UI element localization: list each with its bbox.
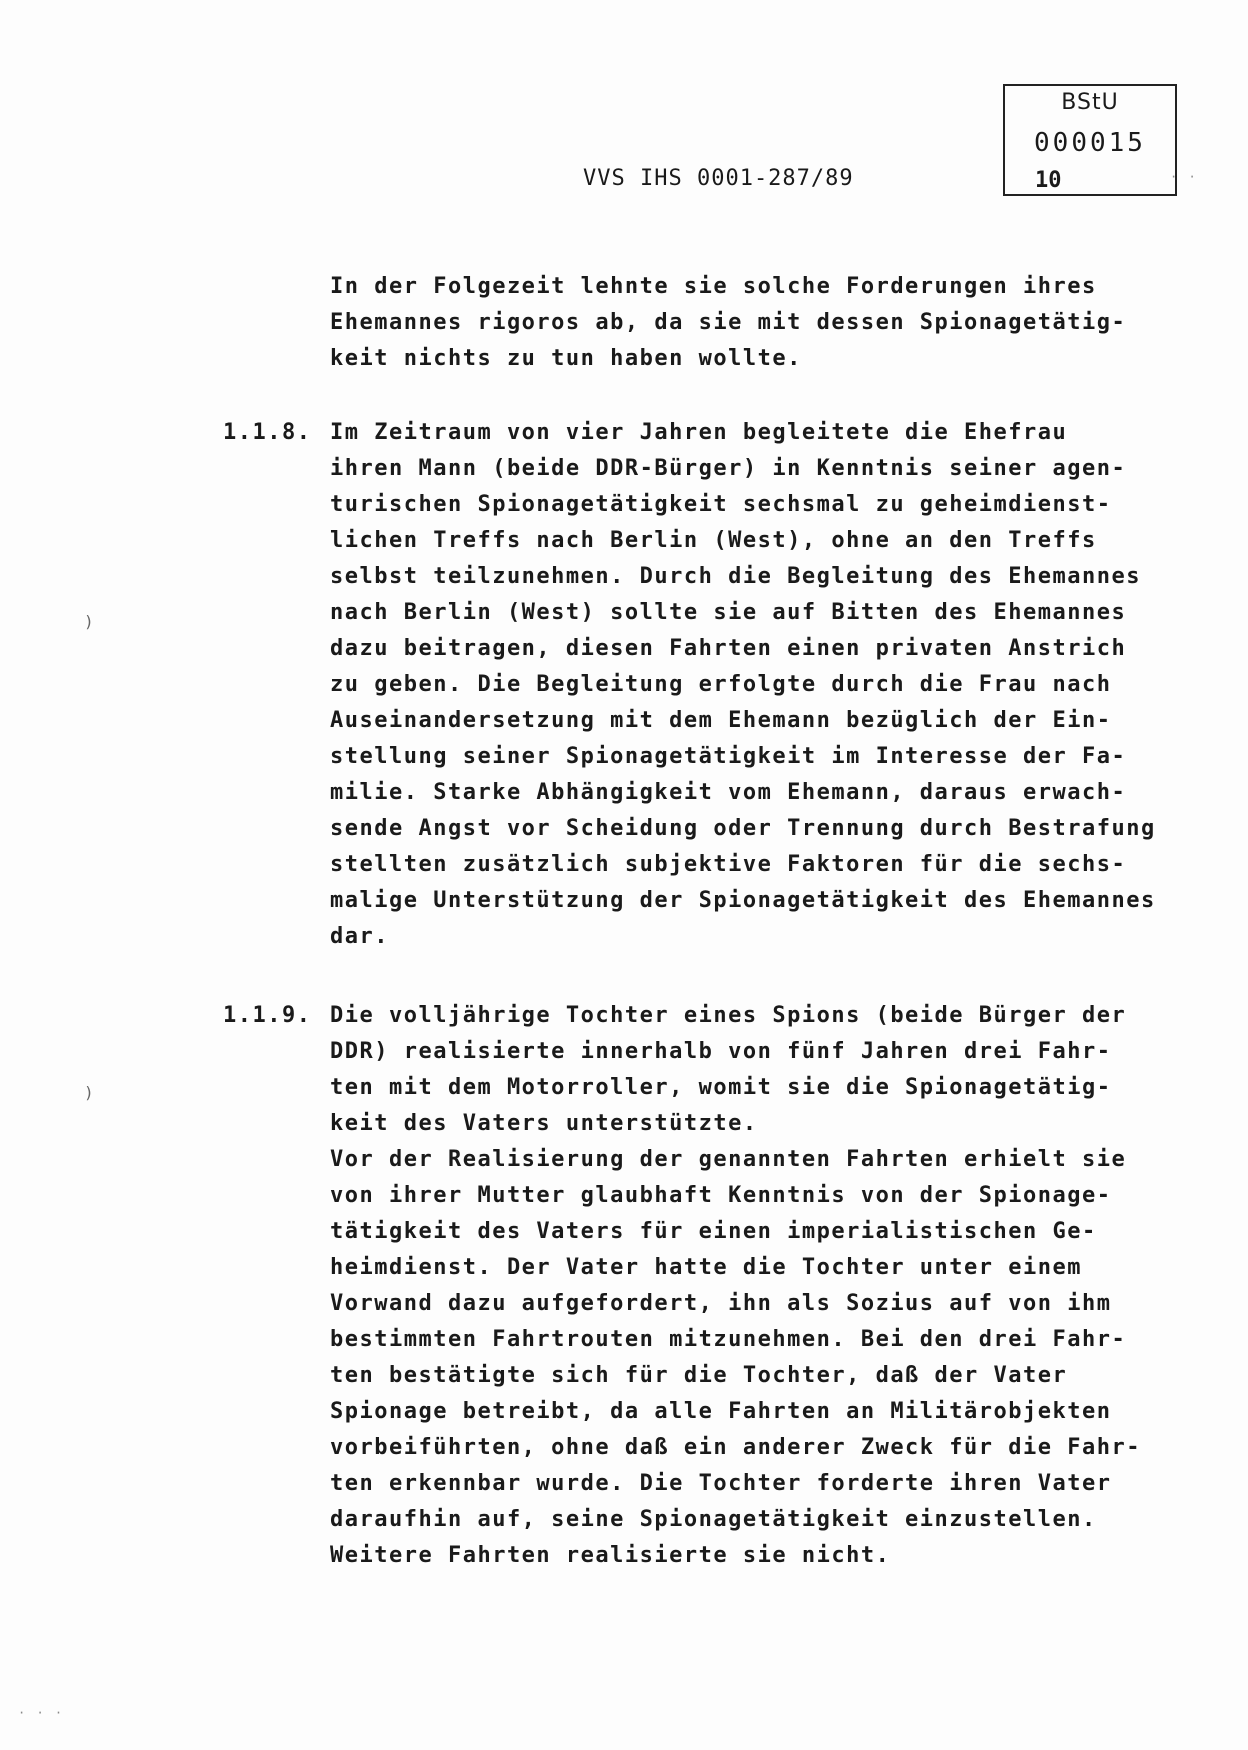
- text-line: zu geben. Die Begleitung erfolgte durch die Frau nach: [330, 672, 1112, 697]
- section-number-1-1-9: 1.1.9.: [223, 1003, 312, 1028]
- stamp-org: BStU: [1061, 90, 1119, 115]
- text-line: DDR) realisierte innerhalb von fünf Jahren drei Fahr-: [330, 1039, 1112, 1064]
- text-line: dazu beitragen, diesen Fahrten einen privaten Anstrich: [330, 636, 1127, 661]
- text-line: keit nichts zu tun haben wollte.: [330, 346, 802, 371]
- text-line: ten bestätigte sich für die Tochter, daß der Vater: [330, 1363, 1068, 1388]
- text-line: Vorwand dazu aufgefordert, ihn als Sozius auf von ihm: [330, 1291, 1112, 1316]
- text-line: Spionage betreibt, da alle Fahrten an Militärobjekten: [330, 1399, 1112, 1424]
- paragraph-intro: [330, 269, 1170, 377]
- text-line: Weitere Fahrten realisierte sie nicht.: [330, 1543, 891, 1568]
- section-1-1-8-text: [330, 415, 1170, 955]
- text-line: tätigkeit des Vaters für einen imperialistischen Ge-: [330, 1219, 1097, 1244]
- scan-artifact: · ·: [1170, 170, 1198, 184]
- text-line: bestimmten Fahrtrouten mitzunehmen. Bei den drei Fahr-: [330, 1327, 1127, 1352]
- text-line: keit des Vaters unterstützte.: [330, 1111, 758, 1136]
- text-line: von ihrer Mutter glaubhaft Kenntnis von der Spionage-: [330, 1183, 1112, 1208]
- stamp-number: 000015: [1034, 128, 1146, 158]
- text-line: sende Angst vor Scheidung oder Trennung durch Bestrafung: [330, 816, 1156, 841]
- text-line: ihren Mann (beide DDR-Bürger) in Kenntnis seiner agen-: [330, 456, 1127, 481]
- text-line: Auseinandersetzung mit dem Ehemann bezüglich der Ein-: [330, 708, 1112, 733]
- text-line: Ehemannes rigoros ab, da sie mit dessen Spionagetätig-: [330, 310, 1127, 335]
- text-line: milie. Starke Abhängigkeit vom Ehemann, daraus erwach-: [330, 780, 1127, 805]
- text-line: Im Zeitraum von vier Jahren begleitete die Ehefrau: [330, 420, 1068, 445]
- section-1-1-9-text: [330, 998, 1170, 1574]
- punch-hole-mark: ): [84, 612, 94, 631]
- text-line: nach Berlin (West) sollte sie auf Bitten des Ehemannes: [330, 600, 1127, 625]
- stamp-page-number: 10: [1035, 168, 1062, 193]
- punch-hole-mark: ): [84, 1083, 94, 1102]
- text-line: ten mit dem Motorroller, womit sie die Spionagetätig-: [330, 1075, 1112, 1100]
- text-line: Vor der Realisierung der genannten Fahrten erhielt sie: [330, 1147, 1127, 1172]
- section-number-1-1-8: 1.1.8.: [223, 420, 312, 445]
- archive-stamp: [1003, 84, 1177, 196]
- text-line: turischen Spionagetätigkeit sechsmal zu geheimdienst-: [330, 492, 1112, 517]
- text-line: selbst teilzunehmen. Durch die Begleitung des Ehemannes: [330, 564, 1141, 589]
- text-line: In der Folgezeit lehnte sie solche Forderungen ihres: [330, 274, 1097, 299]
- text-line: vorbeiführten, ohne daß ein anderer Zweck für die Fahr-: [330, 1435, 1141, 1460]
- text-line: daraufhin auf, seine Spionagetätigkeit einzustellen.: [330, 1507, 1097, 1532]
- text-line: dar.: [330, 924, 389, 949]
- text-line: heimdienst. Der Vater hatte die Tochter unter einem: [330, 1255, 1083, 1280]
- text-line: Die volljährige Tochter eines Spions (beide Bürger der: [330, 1003, 1127, 1028]
- text-line: malige Unterstützung der Spionagetätigkeit des Ehemannes: [330, 888, 1156, 913]
- text-line: lichen Treffs nach Berlin (West), ohne an den Treffs: [330, 528, 1097, 553]
- text-line: stellten zusätzlich subjektive Faktoren für die sechs-: [330, 852, 1127, 877]
- text-line: stellung seiner Spionagetätigkeit im Interesse der Fa-: [330, 744, 1127, 769]
- scan-artifact: · · ·: [18, 1706, 65, 1720]
- text-line: ten erkennbar wurde. Die Tochter forderte ihren Vater: [330, 1471, 1112, 1496]
- document-reference: VVS IHS 0001-287/89: [583, 166, 854, 191]
